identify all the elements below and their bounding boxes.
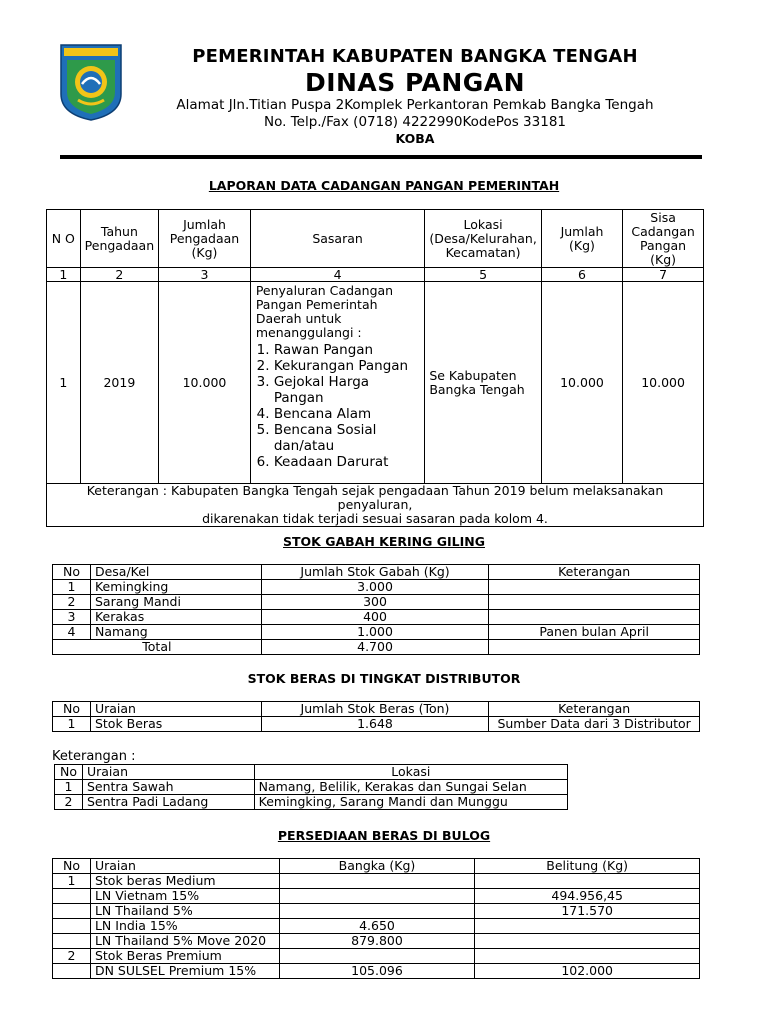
column-number-row (47, 268, 704, 282)
cell-no (53, 889, 91, 904)
column-number: 5 (425, 268, 542, 282)
header-cell: Sisa Cadangan Pangan (Kg) (623, 210, 704, 268)
header-cell: Jumlah Pengadaan (Kg) (159, 210, 251, 268)
table-row (53, 874, 700, 889)
header-divider (60, 155, 702, 159)
header-cell: Uraian (90, 702, 261, 717)
list-item: 5. Bencana Sosial dan/atau (274, 422, 419, 454)
cell-no (53, 904, 91, 919)
section-title-distributor: STOK BERAS DI TINGKAT DISTRIBUTOR (247, 671, 521, 686)
cell-belitung (475, 874, 700, 889)
header-cell: No (53, 702, 91, 717)
cell-belitung: 102.000 (475, 964, 700, 979)
table-row (53, 904, 700, 919)
cell-no: 2 (53, 949, 91, 964)
table-row (53, 934, 700, 949)
column-number: 4 (250, 268, 424, 282)
cell-desa: Kemingking (90, 580, 261, 595)
cell-no: 4 (53, 625, 91, 640)
list-item: 1. Rawan Pangan (274, 342, 419, 358)
column-number: 1 (47, 268, 81, 282)
keterangan-note (47, 484, 704, 527)
cell-keterangan (489, 610, 700, 625)
list-item: 6. Keadaan Darurat (274, 454, 419, 470)
cell-uraian: Stok Beras (90, 717, 261, 732)
header-cell: Jumlah Stok Beras (Ton) (261, 702, 489, 717)
header-agency: DINAS PANGAN (304, 68, 526, 97)
cell-uraian: LN India 15% (90, 919, 279, 934)
header-cell: Uraian (82, 765, 254, 780)
header-cell: Sasaran (250, 210, 424, 268)
sasaran-list (256, 342, 419, 470)
cell-bangka (279, 874, 475, 889)
header-cell: Bangka (Kg) (279, 859, 475, 874)
cell-jumlah: 1.000 (261, 625, 489, 640)
cell-uraian: Sentra Padi Ladang (82, 795, 254, 810)
cell-belitung: 494.956,45 (475, 889, 700, 904)
cell-keterangan (489, 580, 700, 595)
cell-keterangan: Sumber Data dari 3 Distributor (489, 717, 700, 732)
cell-bangka (279, 904, 475, 919)
column-number: 6 (541, 268, 622, 282)
header-cell: Keterangan (489, 702, 700, 717)
header-cell: Lokasi (Desa/Kelurahan, Kecamatan) (425, 210, 542, 268)
header-cell: No (53, 859, 91, 874)
table-row (55, 795, 568, 810)
cell-uraian: Stok Beras Premium (90, 949, 279, 964)
table-stok-gabah (52, 564, 700, 655)
cell-no: 2 (53, 595, 91, 610)
cell-uraian: LN Thailand 5% (90, 904, 279, 919)
regency-logo-icon (58, 42, 124, 122)
column-number: 2 (80, 268, 158, 282)
keterangan-line: Keterangan : Kabupaten Bangka Tengah sejak pengadaan Tahun 2019 belum melaksanakan penyaluran, (86, 483, 664, 512)
table-row (47, 282, 704, 484)
section-title-bulog: PERSEDIAAN BERAS DI BULOG (277, 828, 491, 843)
row-sasaran (250, 282, 424, 484)
table-keterangan-sentra (54, 764, 568, 810)
total-label: Total (53, 640, 262, 655)
cell-belitung (475, 949, 700, 964)
header-cell: Lokasi (254, 765, 567, 780)
row-no: 1 (47, 282, 81, 484)
section-title-gabah: STOK GABAH KERING GILING (283, 534, 485, 549)
keterangan-row (47, 484, 704, 527)
cell-desa: Kerakas (90, 610, 261, 625)
header-cell: Desa/Kel (90, 565, 261, 580)
cell-no (53, 934, 91, 949)
header-cell: Tahun Pengadaan (80, 210, 158, 268)
cell-no: 1 (53, 580, 91, 595)
header-cell: Jumlah (Kg) (541, 210, 622, 268)
cell-belitung (475, 934, 700, 949)
row-jumlah-pengadaan: 10.000 (159, 282, 251, 484)
header-cell: No (55, 765, 83, 780)
total-row (53, 640, 700, 655)
sasaran-intro: Penyaluran Cadangan Pangan Pemerintah Daerah untuk menanggulangi : (255, 283, 394, 340)
cell-jumlah: 1.648 (261, 717, 489, 732)
table-row (53, 625, 700, 640)
table-header-row (53, 702, 700, 717)
table-row (53, 949, 700, 964)
cell-uraian: LN Vietnam 15% (90, 889, 279, 904)
cell-bangka (279, 889, 475, 904)
list-item: 2. Kekurangan Pangan (274, 358, 419, 374)
cell-no: 1 (53, 874, 91, 889)
cell-keterangan (489, 595, 700, 610)
cell-bangka: 4.650 (279, 919, 475, 934)
header-cell: Belitung (Kg) (475, 859, 700, 874)
row-sisa: 10.000 (623, 282, 704, 484)
header-cell: No (53, 565, 91, 580)
cell-uraian: Sentra Sawah (82, 780, 254, 795)
table-row (53, 717, 700, 732)
table-stok-beras-distributor (52, 701, 700, 732)
table-row (53, 580, 700, 595)
cell-jumlah: 300 (261, 595, 489, 610)
cell-bangka: 105.096 (279, 964, 475, 979)
header-cell: Jumlah Stok Gabah (Kg) (261, 565, 489, 580)
header-city: KOBA (395, 131, 435, 146)
cell-no: 3 (53, 610, 91, 625)
cell-uraian: Stok beras Medium (90, 874, 279, 889)
cell-bangka (279, 949, 475, 964)
table-row (53, 610, 700, 625)
row-lokasi: Se Kabupaten Bangka Tengah (425, 282, 542, 484)
cell-desa: Sarang Mandi (90, 595, 261, 610)
cell-uraian: DN SULSEL Premium 15% (90, 964, 279, 979)
section-title-cadangan: LAPORAN DATA CADANGAN PANGAN PEMERINTAH (208, 178, 560, 193)
header-phone: No. Telp./Fax (0718) 4222990KodePos 33181 (263, 114, 566, 130)
cell-lokasi: Kemingking, Sarang Mandi dan Munggu (254, 795, 567, 810)
table-header-row (53, 859, 700, 874)
table-header-row (53, 565, 700, 580)
header-address: Alamat Jln.Titian Puspa 2Komplek Perkantoran Pemkab Bangka Tengah (176, 97, 654, 113)
keterangan-label: Keterangan : (52, 749, 136, 764)
table-row (55, 780, 568, 795)
list-item: 3. Gejokal Harga Pangan (274, 374, 419, 406)
row-tahun: 2019 (80, 282, 158, 484)
header-government: PEMERINTAH KABUPATEN BANGKA TENGAH (192, 46, 638, 67)
cell-no (53, 964, 91, 979)
cell-no: 1 (55, 780, 83, 795)
table-row (53, 889, 700, 904)
cell-jumlah: 400 (261, 610, 489, 625)
cell-belitung: 171.570 (475, 904, 700, 919)
table-cadangan-pangan (46, 209, 704, 527)
header-cell: Uraian (90, 859, 279, 874)
cell-bangka: 879.800 (279, 934, 475, 949)
table-row (53, 595, 700, 610)
list-item: 4. Bencana Alam (274, 406, 419, 422)
cell-no (53, 919, 91, 934)
column-number: 3 (159, 268, 251, 282)
cell-empty (489, 640, 700, 655)
table-persediaan-bulog (52, 858, 700, 979)
cell-uraian: LN Thailand 5% Move 2020 (90, 934, 279, 949)
cell-desa: Namang (90, 625, 261, 640)
column-number: 7 (623, 268, 704, 282)
cell-belitung (475, 919, 700, 934)
table-header-row (55, 765, 568, 780)
cell-no: 2 (55, 795, 83, 810)
table-row (53, 919, 700, 934)
row-jumlah: 10.000 (541, 282, 622, 484)
table-header-row (47, 210, 704, 268)
total-value: 4.700 (261, 640, 489, 655)
cell-lokasi: Namang, Belilik, Kerakas dan Sungai Selan (254, 780, 567, 795)
header-cell: N O (47, 210, 81, 268)
table-row (53, 964, 700, 979)
cell-keterangan: Panen bulan April (489, 625, 700, 640)
cell-no: 1 (53, 717, 91, 732)
keterangan-line: dikarenakan tidak terjadi sesuai sasaran pada kolom 4. (202, 511, 548, 526)
header-cell: Keterangan (489, 565, 700, 580)
cell-jumlah: 3.000 (261, 580, 489, 595)
